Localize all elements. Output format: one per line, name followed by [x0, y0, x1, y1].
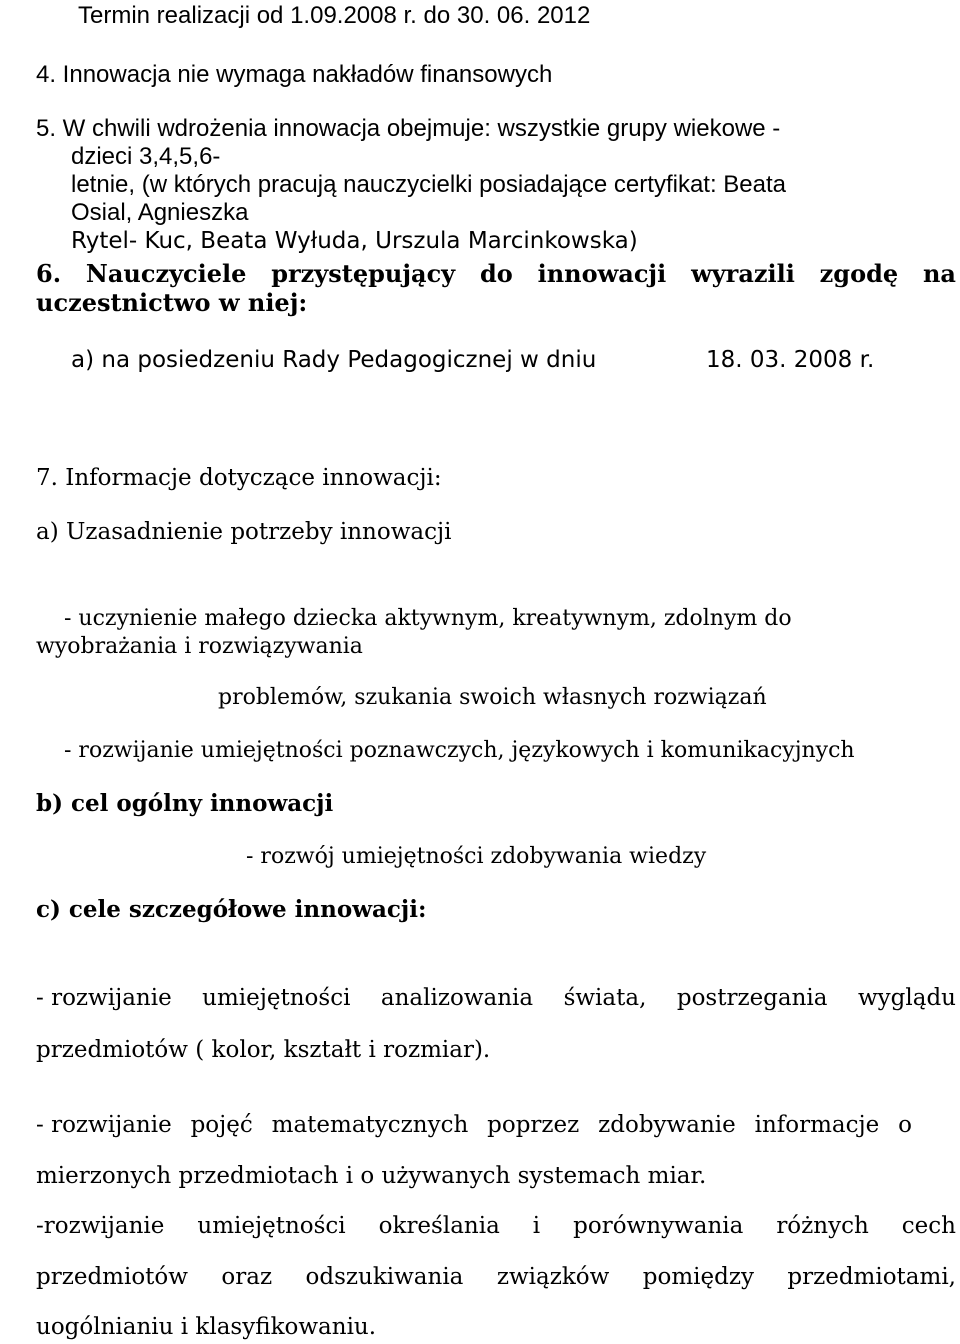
item-5-line3: letnie, (w których pracują nauczycielki posiadające certyfikat: Beata	[71, 171, 787, 198]
section-c-heading: c) cele szczegółowe innowacji:	[36, 896, 427, 923]
section-b-line1: - rozwój umiejętności zdobywania wiedzy	[246, 844, 707, 869]
word: oraz	[221, 1264, 273, 1290]
word: -rozwijanie	[36, 1213, 165, 1239]
word: związków	[496, 1264, 610, 1290]
item-6-word: przystępujący	[271, 259, 456, 288]
word: informacje	[754, 1112, 880, 1138]
termin-line: Termin realizacji od 1.09.2008 r. do 30. 06. 2012	[78, 2, 591, 29]
item-6-line1	[36, 259, 956, 288]
section-c-item2-line2: mierzonych przedmiotach i o używanych systemach miar.	[36, 1163, 707, 1189]
word: pomiędzy	[642, 1264, 754, 1290]
section-c-item3-line1	[36, 1215, 956, 1238]
word: umiejętności	[197, 1213, 346, 1239]
item-5-line5: Rytel- Kuc, Beata Wyłuda, Urszula Marcinkowska)	[71, 228, 638, 254]
section-c-item3-line3: uogólnianiu i klasyfikowaniu.	[36, 1314, 377, 1340]
section-c-item1-line1	[36, 987, 956, 1010]
item-6-word: 6.	[36, 259, 62, 288]
section-c-item2-line1	[36, 1114, 912, 1137]
word: różnych	[776, 1213, 869, 1239]
item-5-line4: Osial, Agnieszka	[71, 199, 249, 226]
word: przedmiotami,	[787, 1264, 956, 1290]
item-5-line2: dzieci 3,4,5,6-	[71, 143, 221, 170]
section-b-heading: b) cel ogólny innowacji	[36, 790, 334, 817]
word: pojęć	[190, 1112, 253, 1138]
word: świata,	[563, 985, 647, 1011]
word: przedmiotów	[36, 1264, 188, 1290]
word: - rozwijanie	[36, 1112, 172, 1138]
item-6-word: innowacji	[537, 259, 667, 288]
item-6-date: 18. 03. 2008 r.	[706, 347, 875, 373]
item-6-sub-a: a) na posiedzeniu Rady Pedagogicznej w dniu	[71, 347, 597, 373]
section-a-line2: wyobrażania i rozwiązywania	[36, 634, 363, 659]
item-6-word: na	[922, 259, 956, 288]
word: porównywania	[573, 1213, 744, 1239]
word: zdobywanie	[598, 1112, 736, 1138]
section-c-item1-line2: przedmiotów ( kolor, kształt i rozmiar).	[36, 1037, 491, 1063]
section-c-item3-line2	[36, 1266, 956, 1289]
word: umiejętności	[202, 985, 351, 1011]
item-4: 4. Innowacja nie wymaga nakładów finansowych	[36, 61, 553, 88]
section-a-line1: - uczynienie małego dziecka aktywnym, kreatywnym, zdolnym do	[64, 606, 792, 631]
word: postrzegania	[676, 985, 828, 1011]
word: odszukiwania	[305, 1264, 464, 1290]
section-a-line4: - rozwijanie umiejętności poznawczych, językowych i komunikacyjnych	[64, 738, 855, 763]
item-6-word: do	[479, 259, 513, 288]
item-6-word: Nauczyciele	[85, 259, 247, 288]
word: matematycznych	[271, 1112, 469, 1138]
word: cech	[901, 1213, 956, 1239]
item-6-word: zgodę	[819, 259, 899, 288]
word: określania	[378, 1213, 500, 1239]
word: poprzez	[487, 1112, 580, 1138]
word: analizowania	[380, 985, 534, 1011]
section-a-line3: problemów, szukania swoich własnych rozwiązań	[218, 685, 767, 710]
section-a-heading: a) Uzasadnienie potrzeby innowacji	[36, 519, 452, 545]
word: - rozwijanie	[36, 985, 172, 1011]
item-6-word: wyrazili	[691, 259, 795, 288]
item-7-heading: 7. Informacje dotyczące innowacji:	[36, 465, 442, 491]
word: wyglądu	[857, 985, 956, 1011]
item-5-line1: 5. W chwili wdrożenia innowacja obejmuje: wszystkie grupy wiekowe -	[36, 115, 781, 142]
word: i	[532, 1213, 541, 1239]
item-6-line2: uczestnictwo w niej:	[36, 288, 308, 317]
word: o	[898, 1112, 912, 1138]
